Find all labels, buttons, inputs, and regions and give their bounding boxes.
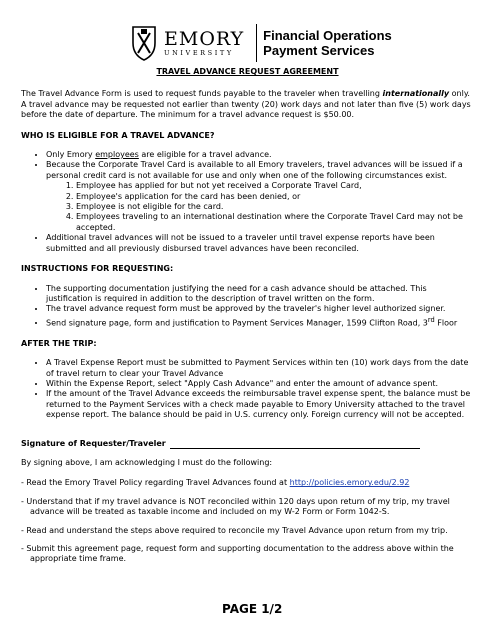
list-item: 2. Employee's application for the card has been denied, or [76, 192, 474, 202]
signature-label: Signature of Requester/Traveler [21, 438, 166, 448]
letterhead [130, 22, 392, 64]
text: are eligible for a travel advance. [138, 150, 272, 160]
eligible-heading: WHO IS ELIGIBLE FOR A TRAVEL ADVANCE? [21, 130, 215, 140]
list-item: 1. Employee has applied for but not yet received a Corporate Travel Card, [76, 181, 474, 191]
intro-emphasis: internationally [382, 89, 450, 99]
emory-logo-name: EMORY [164, 27, 245, 50]
instructions-heading: INSTRUCTIONS FOR REQUESTING: [21, 264, 174, 274]
text: Because the Corporate Travel Card is available to all Emory travelers, travel advances will be issued if a personal credit card is not available for use and only when one of the following circumstances exist. [46, 160, 463, 180]
list-item [46, 315, 474, 329]
signature-line[interactable] [170, 440, 420, 449]
list-item [46, 160, 474, 233]
policy-link[interactable]: http://policies.emory.edu/2.92 [289, 478, 410, 488]
list-item: 3. Employee is not eligible for the card. [76, 202, 474, 212]
after-trip-heading: AFTER THE TRIP: [21, 338, 97, 348]
text: Floor [434, 318, 458, 328]
list-item: • A Travel Expense Report must be submitted to Payment Services within ten (10) work days from the date of travel return to clear your Travel Advance [46, 358, 474, 379]
list-item: • The supporting documentation justifying the need for a cash advance should be attached. This justification is required in addition to the description of travel written on the form. [46, 284, 474, 305]
list-item: • If the amount of the Travel Advance exceeds the reimbursable travel expense spent, the balance must be returned to the Payment Services with a check made payable to Emory University attached to the travel expense report. The balance should be paid in U.S. currency only. Foreign currency will not be accepted. [46, 389, 474, 420]
emory-wordmark [164, 29, 244, 58]
text: Only Emory [46, 150, 96, 160]
text: - Read the Emory Travel Policy regarding Travel Advances found at [21, 478, 290, 488]
document-body [21, 67, 474, 573]
emory-shield-icon [130, 25, 158, 61]
circumstance-list [46, 181, 474, 233]
list-item: • Within the Expense Report, select "Apply Cash Advance" and enter the amount of advance spent. [46, 379, 474, 389]
document-title: TRAVEL ADVANCE REQUEST AGREEMENT [156, 67, 339, 76]
intro-text-2: only. A travel advance may be requested not earlier than twenty (20) work days and not later than five (5) work days before the date of departure. The minimum for a travel advance request is $50.00. [21, 89, 471, 120]
underlined-text: employees [95, 150, 139, 160]
acknowledgement-item [21, 478, 474, 488]
text: Send signature page, form and justification to Payment Services Manager, 1599 Clifton Road, 3 [46, 318, 428, 328]
list-item [46, 150, 474, 160]
after-trip-list [21, 358, 474, 420]
eligible-list [21, 150, 474, 254]
header-divider [256, 24, 257, 62]
emory-logo-sub: UNIVERSITY [164, 48, 234, 57]
intro-text-1: The Travel Advance Form is used to request funds payable to the traveler when travelling [21, 89, 383, 99]
acknowledgement-item: - Understand that if my travel advance is NOT reconciled within 120 days upon return of my trip, my travel advance will be treated as taxable income and included on my W-2 Form or Form 1042-S. [21, 496, 450, 517]
list-item: • The travel advance request form must be approved by the traveler's higher level authorized signer. [46, 304, 474, 314]
list-item: 4. Employees traveling to an international destination where the Corporate Travel Card may not be accepted. [76, 212, 474, 233]
dept-line-1: Financial Operations [263, 28, 392, 43]
intro-paragraph [21, 89, 474, 120]
department-name [263, 28, 392, 58]
acknowledgement-text: By signing above, I am acknowledging I must do the following: [21, 458, 273, 468]
list-item: • Additional travel advances will not be issued to a traveler until travel expense reports have been submitted and all previously disbursed travel advances have been reconciled. [46, 233, 474, 254]
acknowledgement-item: - Submit this agreement page, request form and supporting documentation to the address above within the appropriate time frame. [21, 544, 454, 564]
page-number: PAGE 1/2 [222, 602, 283, 616]
instructions-list [21, 284, 474, 329]
acknowledgement-item: - Read and understand the steps above required to reconcile my Travel Advance upon return from my trip. [21, 525, 448, 535]
signature-row [21, 439, 474, 449]
dept-line-2: Payment Services [263, 43, 375, 58]
superscript: rd [427, 315, 435, 324]
